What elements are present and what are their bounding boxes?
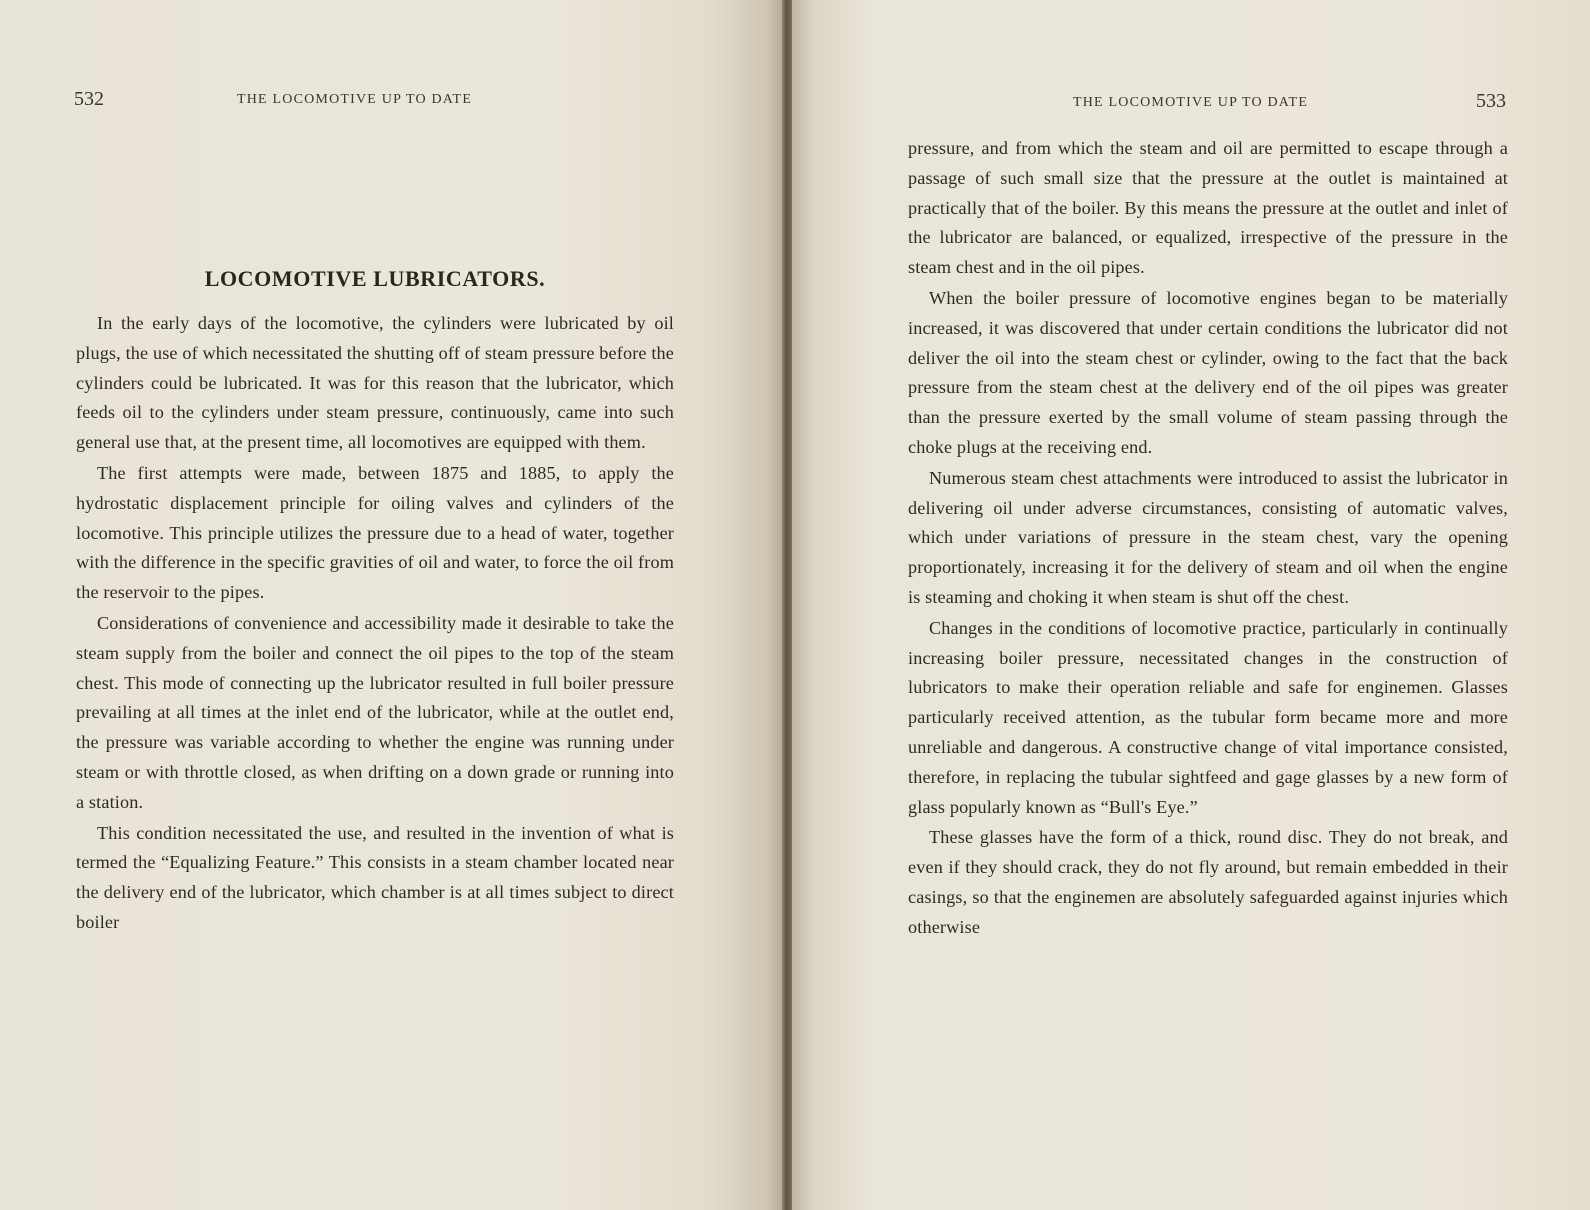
left-body-text [76, 309, 674, 938]
left-page [0, 0, 790, 1210]
left-running-head: THE LOCOMOTIVE UP TO DATE [237, 92, 473, 107]
paragraph: The first attempts were made, between 1875 and 1885, to apply the hydrostatic displacement principle for oiling valves and cylinders of the locomotive. This principle utilizes the pressure due to a head of water, together with the difference in the specific gravities of oil and water, to force the oil from the reservoir to the pipes. [76, 462, 674, 603]
paragraph: Changes in the conditions of locomotive practice, particularly in continually increasing boiler pressure, necessitated changes in the construction of lubricators to make their operation reliable and safe for enginemen. Glasses particularly received attention, as the tubular form became more and more unreliable and dangerous. A constructive change of vital importance consisted, therefore, in replacing the tubular sightfeed and gage glasses by a new form of glass popularly known as “Bull's Eye.” [908, 617, 1508, 817]
paragraph: These glasses have the form of a thick, round disc. They do not break, and even if they should crack, they do not fly around, but remain embedded in their casings, so that the enginemen are absolutely safeguarded against injuries which otherwise [908, 827, 1508, 937]
paragraph: When the boiler pressure of locomotive engines began to be materially increased, it was discovered that under certain conditions the lubricator did not deliver the oil into the steam chest or cylinder, owing to the fact that the back pressure from the steam chest at the delivery end of the oil pipes was greater than the pressure exerted by the small volume of steam passing through the choke plugs at the receiving end. [908, 287, 1508, 457]
paragraph: In the early days of the locomotive, the cylinders were lubricated by oil plugs, the use of which necessitated the shutting off of steam pressure before the cylinders could be lubricated. It was for this reason that the lubricator, which feeds oil to the cylinders under steam pressure, continuously, came into such general use that, at the present time, all locomotives are equipped with them. [76, 313, 674, 453]
left-page-number: 532 [74, 88, 104, 110]
continued-paragraph: pressure, and from which the steam and oil are permitted to escape through a passage of such small size that the pressure at the outlet is maintained at practically that of the boiler. By this means the pressure at the outlet and inlet of the lubricator are balanced, or equalized, irrespective of the pressure in the steam chest and in the oil pipes. [908, 138, 1508, 278]
paragraph: Numerous steam chest attachments were introduced to assist the lubricator in delivering oil under adverse circumstances, consisting of automatic valves, which under variations of pressure in the steam chest, vary the opening proportionately, increasing it for the delivery of steam and oil when the engine is steaming and choking it when steam is shut off the chest. [908, 467, 1508, 607]
paragraph: This condition necessitated the use, and resulted in the invention of what is termed the “Equalizing Feature.” This consists in a steam chamber located near the delivery end of the lubricator, which chamber is at all times subject to direct boiler [76, 822, 674, 932]
right-page [790, 0, 1590, 1210]
section-title: LOCOMOTIVE LUBRICATORS. [204, 266, 546, 291]
paragraph: Considerations of convenience and accessibility made it desirable to take the steam supply from the boiler and connect the oil pipes to the top of the steam chest. This mode of connecting up the lubricator resulted in full boiler pressure prevailing at all times at the inlet end of the lubricator, while at the outlet end, the pressure was variable according to whether the engine was running under steam or with throttle closed, as when drifting on a down grade or running into a station. [76, 612, 674, 812]
right-page-number: 533 [1476, 90, 1506, 112]
book-gutter [782, 0, 792, 1210]
right-running-head: THE LOCOMOTIVE UP TO DATE [1073, 95, 1309, 110]
right-body-text [908, 134, 1508, 943]
